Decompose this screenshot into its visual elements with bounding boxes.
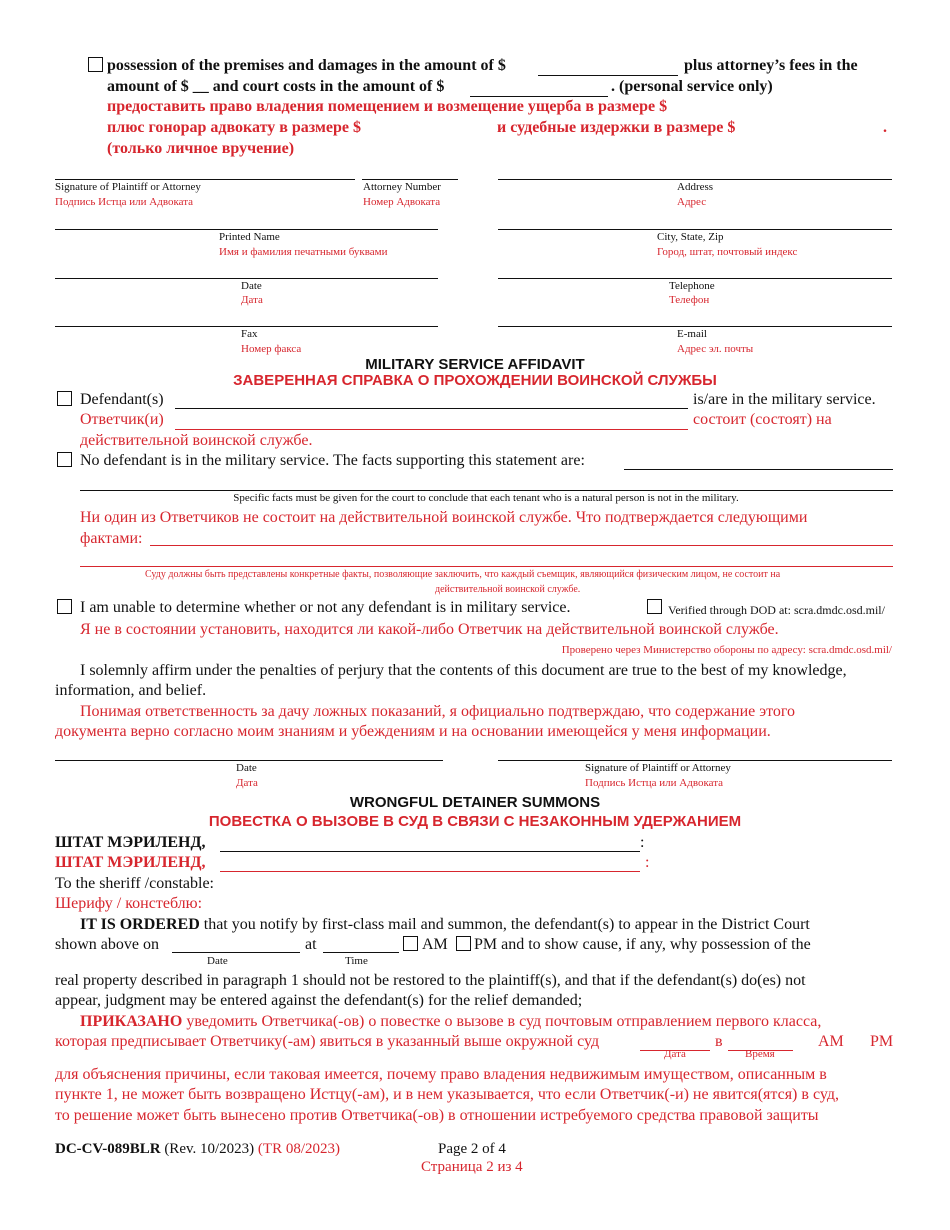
state-colon: : <box>640 834 645 851</box>
pm-rest: PM and to show cause, if any, why possession of the <box>474 936 811 953</box>
printed-name-line[interactable] <box>55 229 438 230</box>
top-line-1a: possession of the premises and damages in the amount of $ <box>107 57 506 74</box>
footer-form-id: DC-CV-089BLR <box>55 1141 161 1157</box>
telephone-label: Telephone <box>669 280 715 292</box>
ru-2: которая предписывает Ответчику(-ам) явиться в указанный выше окружной суд <box>55 1033 600 1050</box>
state-label-ru: ШТАТ МЭРИЛЕНД, <box>55 854 206 871</box>
ordered-rest: that you notify by first-class mail and summon, the defendant(s) to appear in the District Court <box>203 916 810 933</box>
ru-5: то решение может быть вынесено против Ответчика(-ов) в отношении истребуемого средства правовой защиты <box>55 1107 819 1124</box>
affirm-2: information, and belief. <box>55 682 207 699</box>
date-line[interactable] <box>55 278 438 279</box>
hearing-date-field[interactable] <box>172 952 300 953</box>
attorney-number-label-ru: Номер Адвоката <box>363 196 441 208</box>
address-line[interactable] <box>498 179 892 180</box>
printed-name-label: Printed Name <box>219 231 280 243</box>
ru-1: уведомить Ответчика(-ов) о повестке о вызове в суд почтовым отправлением первого класса, <box>186 1013 822 1030</box>
para-1: real property described in paragraph 1 should not be restored to the plaintiff(s), and that if the defendant(s) do(es) not <box>55 972 806 989</box>
signature-line[interactable] <box>55 179 355 180</box>
state-county-field-ru <box>220 871 640 872</box>
affidavit-date-label-ru: Дата <box>236 777 258 789</box>
top-ru-1: предоставить право владения помещением и возмещение ущерба в размере $ <box>107 98 668 115</box>
telephone-line[interactable] <box>498 278 892 279</box>
date-label: Date <box>241 280 262 292</box>
top-line-2b: . (personal service only) <box>611 78 773 95</box>
defendant-names-field-ru <box>175 429 688 430</box>
ru-date-sub: Дата <box>664 1048 686 1060</box>
opt2-ru-a: Ни один из Ответчиков не состоит на действительной воинской службе. Что подтверждается следующими <box>80 509 808 526</box>
date-sub-label: Date <box>207 955 228 967</box>
defendant-names-field[interactable] <box>175 408 688 409</box>
footer-tr: (TR 08/2023) <box>257 1141 340 1157</box>
defendant-military-checkbox[interactable] <box>57 391 72 406</box>
time-sub-label: Time <box>345 955 368 967</box>
am-checkbox[interactable] <box>403 936 418 951</box>
to-sheriff: To the sheriff /constable: <box>55 875 214 892</box>
top-ru-2b: и судебные издержки в размере $ <box>497 119 736 136</box>
shown-above: shown above on <box>55 936 159 953</box>
fax-label: Fax <box>241 328 258 340</box>
ru-time-sub: Время <box>745 1048 775 1060</box>
opt1-ru-a: Ответчик(и) <box>80 411 164 428</box>
summons-title-ru: ПОВЕСТКА О ВЫЗОВЕ В СУД В СВЯЗИ С НЕЗАКОННЫМ УДЕРЖАНИЕМ <box>208 813 742 830</box>
opt3-label: I am unable to determine whether or not any defendant is in military service. <box>80 599 571 616</box>
verified-dod-checkbox[interactable] <box>647 599 662 614</box>
verified-label-ru: Проверено через Министерство обороны по адресу: scra.dmdc.osd.mil/ <box>561 644 892 656</box>
address-label: Address <box>677 181 714 193</box>
affidavit-signature-line[interactable] <box>498 760 892 761</box>
city-label: City, State, Zip <box>657 231 724 243</box>
ru-pm: PM <box>870 1033 894 1050</box>
ru-am: AM <box>818 1033 844 1050</box>
attorney-number-label: Attorney Number <box>363 181 441 193</box>
top-line-2a: amount of $ __ and court costs in the amount of $ <box>107 78 445 95</box>
affidavit-date-label: Date <box>236 762 257 774</box>
unable-determine-checkbox[interactable] <box>57 599 72 614</box>
signature-label-ru: Подпись Истца или Адвоката <box>55 196 194 208</box>
state-county-field[interactable] <box>220 851 640 852</box>
affirm-1: I solemnly affirm under the penalties of perjury that the contents of this document are true to the best of my knowledge, <box>80 662 847 679</box>
ru-4: пункте 1, не может быть возвращено Истцу(-ам), и в нем указывается, что если Ответчик(-и) не явится(ятся) в суд, <box>55 1086 839 1103</box>
opt1-label: Defendant(s) <box>80 391 164 408</box>
opt3-ru: Я не в состоянии установить, находится ли какой-либо Ответчик на действительной воинской службе. <box>80 621 779 638</box>
to-sheriff-ru: Шерифу / констеблю: <box>55 895 203 912</box>
no-defendant-military-checkbox[interactable] <box>57 452 72 467</box>
attorney-number-line[interactable] <box>362 179 458 180</box>
opt2-label: No defendant is in the military service. The facts supporting this statement are: <box>80 452 585 469</box>
facts-field-1[interactable] <box>624 469 893 470</box>
top-line-1b: plus attorney’s fees in the <box>684 57 858 74</box>
top-ru-2a: плюс гонорар адвокату в размере $ <box>107 119 361 136</box>
affirm-ru-1: Понимая ответственность за дачу ложных показаний, я официально подтверждаю, что содержание этого <box>80 703 796 720</box>
opt1-ru-c: действительной воинской службе. <box>80 432 313 449</box>
pm-checkbox[interactable] <box>456 936 471 951</box>
possession-checkbox[interactable] <box>88 57 103 72</box>
facts-field-2[interactable] <box>80 490 893 491</box>
date-label-ru: Дата <box>241 294 263 306</box>
city-line[interactable] <box>498 229 892 230</box>
at-label: at <box>305 936 317 953</box>
ru-bold: ПРИКАЗАНО <box>80 1013 183 1030</box>
military-title-ru: ЗАВЕРЕННАЯ СПРАВКА О ПРОХОЖДЕНИИ ВОИНСКОЙ СЛУЖБЫ <box>233 372 717 389</box>
verified-label: Verified through DOD at: scra.dmdc.osd.mil/ <box>668 603 885 617</box>
footer-page-ru: Страница 2 из 4 <box>421 1159 523 1175</box>
telephone-label-ru: Телефон <box>669 294 710 306</box>
affidavit-date-line[interactable] <box>55 760 443 761</box>
opt2-note-ru-b: действительной воинской службе. <box>435 584 581 595</box>
footer-page: Page 2 of 4 <box>438 1141 506 1157</box>
ru-v: в <box>715 1033 723 1050</box>
court-costs-field[interactable] <box>470 96 608 97</box>
para-2: appear, judgment may be entered against the defendant(s) for the relief demanded; <box>55 992 583 1009</box>
opt1-ru-b: состоит (состоят) на <box>693 411 832 428</box>
state-colon-ru: : <box>645 854 650 871</box>
top-ru-3: (только личное вручение) <box>107 140 295 157</box>
state-label: ШТАТ МЭРИЛЕНД, <box>55 834 206 851</box>
city-label-ru: Город, штат, почтовый индекс <box>657 246 798 258</box>
footer-rev: (Rev. 10/2023) <box>164 1141 255 1157</box>
military-title: MILITARY SERVICE AFFIDAVIT <box>365 356 585 373</box>
damages-amount-field[interactable] <box>538 75 678 76</box>
summons-title: WRONGFUL DETAINER SUMMONS <box>349 794 601 811</box>
ordered-bold: IT IS ORDERED <box>80 916 200 933</box>
top-ru-2-dot: . <box>883 119 887 136</box>
opt2-note: Specific facts must be given for the court to conclude that each tenant who is a natural person is not in the military. <box>233 492 739 504</box>
affidavit-signature-label: Signature of Plaintiff or Attorney <box>585 762 731 774</box>
printed-name-label-ru: Имя и фамилия печатными буквами <box>219 246 388 258</box>
hearing-time-field[interactable] <box>323 952 399 953</box>
email-label: E-mail <box>677 328 707 340</box>
facts-field-ru-2 <box>80 566 893 567</box>
email-line[interactable] <box>498 326 892 327</box>
affirm-ru-2: документа верно согласно моим знаниям и убеждениям и на основании имеющейся у меня информации. <box>55 723 771 740</box>
affidavit-signature-label-ru: Подпись Истца или Адвоката <box>585 777 724 789</box>
opt2-note-ru-a: Суду должны быть представлены конкретные факты, позволяющие заключить, что каждый съемщик, являющийся физическим лицом, не состоит на <box>145 569 781 580</box>
signature-label: Signature of Plaintiff or Attorney <box>55 181 201 193</box>
email-label-ru: Адрес эл. почты <box>677 343 754 355</box>
fax-label-ru: Номер факса <box>241 343 302 355</box>
opt1-label-b: is/are in the military service. <box>693 391 876 408</box>
fax-line[interactable] <box>55 326 438 327</box>
ru-3: для объяснения причины, если таковая имеется, почему право владения недвижимым имуществом, описанным в <box>55 1066 827 1083</box>
am-label: AM <box>422 936 448 953</box>
address-label-ru: Адрес <box>677 196 707 208</box>
opt2-ru-b: фактами: <box>80 530 143 547</box>
facts-field-ru-1 <box>150 545 893 546</box>
